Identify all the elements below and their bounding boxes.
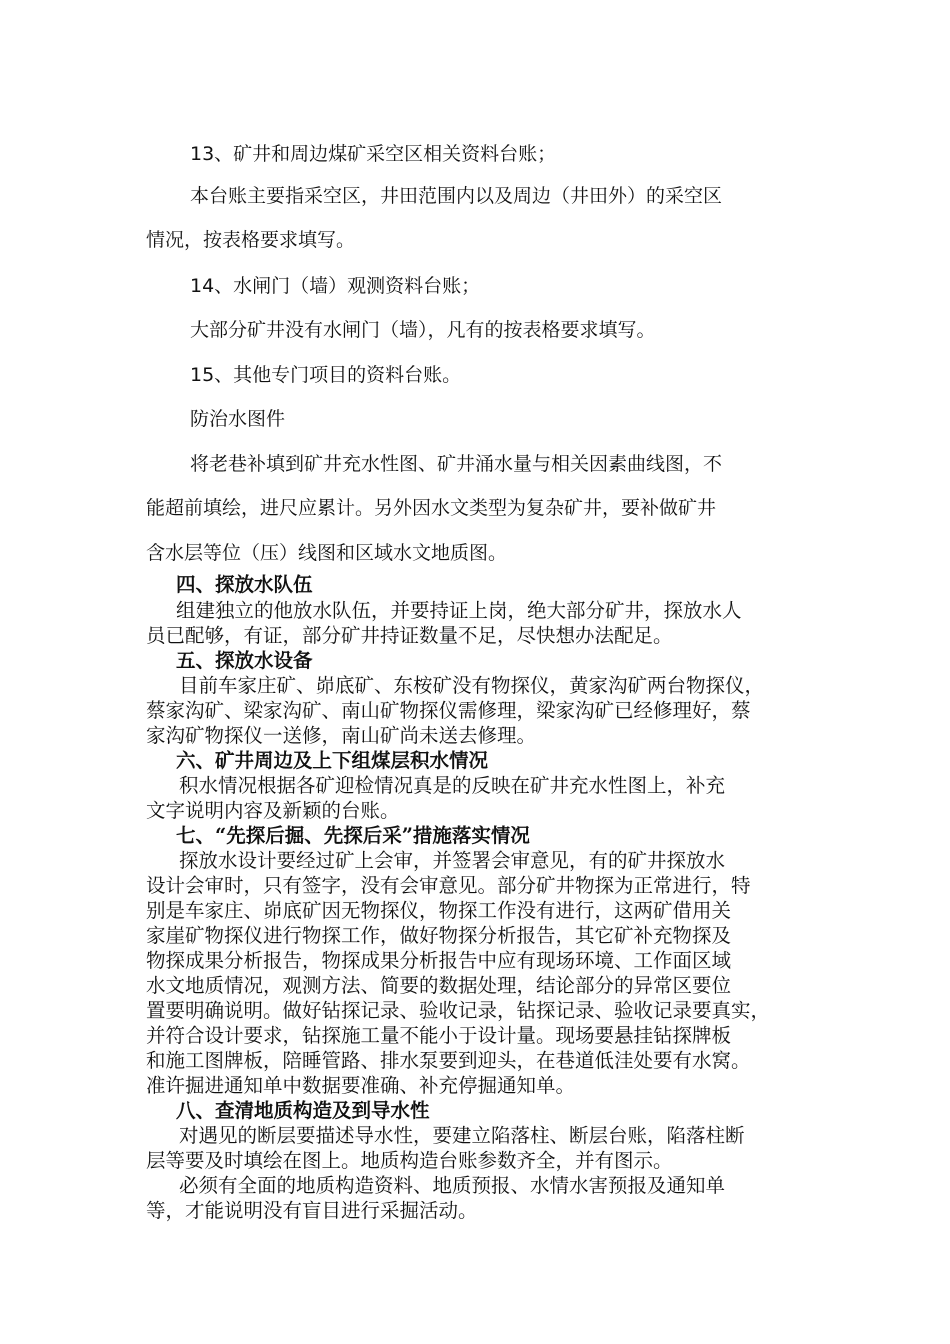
text-line: 蔡家沟矿、梁家沟矿、南山矿物探仪需修理，梁家沟矿已经修理好，蔡 [146,699,751,722]
text-line: 15、其他专门项目的资料台账。 [190,364,462,386]
text-line: 能超前填绘，进尺应累计。另外因水文类型为复杂矿井，要补做矿井 [146,497,717,519]
section-heading: 七、“先探后掘、先探后采”措施落实情况 [176,824,530,847]
text-line: 13、矿井和周边煤矿采空区相关资料台账； [190,143,557,165]
text-line: 置要明确说明。做好钻探记录、验收记录，钻探记录、验收记录要真实， [146,999,771,1022]
text-line: 和施工图牌板，陪睡管路、排水泵要到迎头，在巷道低洼处要有水窝。 [146,1049,751,1072]
text-line: 文字说明内容及新颖的台账。 [146,799,400,822]
text-line: 家崖矿物探仪进行物探工作，做好物探分析报告，其它矿补充物探及 [146,924,732,947]
text-line: 物探成果分析报告，物探成果分析报告中应有现场环境、工作面区域 [146,949,732,972]
text-line: 员已配够，有证，部分矿井持证数量不足，尽快想办法配足。 [146,624,673,647]
text-line: 必须有全面的地质构造资料、地质预报、水情水害预报及通知单 [179,1174,726,1197]
text-line: 组建独立的他放水队伍，并要持证上岗，绝大部分矿井，探放水人 [176,599,742,622]
section-heading: 四、探放水队伍 [176,573,313,596]
text-line: 目前车家庄矿、峁底矿、东桉矿没有物探仪，黄家沟矿两台物探仪， [179,674,765,697]
text-line: 等，才能说明没有盲目进行采掘活动。 [146,1199,478,1222]
text-line: 大部分矿井没有水闸门（墙），凡有的按表格要求填写。 [190,319,656,341]
text-line: 将老巷补填到矿井充水性图、矿井涌水量与相关因素曲线图，不 [190,453,723,475]
text-line: 含水层等位（压）线图和区域水文地质图。 [146,542,508,564]
text-line: 层等要及时填绘在图上。地质构造台账参数齐全，并有图示。 [146,1149,673,1172]
section-heading: 八、查清地质构造及到导水性 [176,1099,430,1122]
text-line: 设计会审时，只有签字，没有会审意见。部分矿井物探为正常进行，特 [146,874,751,897]
text-line: 积水情况根据各矿迎检情况真是的反映在矿井充水性图上，补充 [179,774,726,797]
text-line: 对遇见的断层要描述导水性，要建立陷落柱、断层台账，陷落柱断 [179,1124,745,1147]
section-heading: 六、矿井周边及上下组煤层积水情况 [176,749,489,772]
text-line: 14、水闸门（墙）观测资料台账； [190,275,481,297]
text-line: 水文地质情况，观测方法、简要的数据处理，结论部分的异常区要位 [146,974,732,997]
text-line: 本台账主要指采空区，井田范围内以及周边（井田外）的采空区 [190,185,723,207]
text-line: 探放水设计要经过矿上会审，并签署会审意见，有的矿井探放水 [179,849,726,872]
text-line: 并符合设计要求，钻探施工量不能小于设计量。现场要悬挂钻探牌板 [146,1024,732,1047]
section-heading: 五、探放水设备 [176,649,313,672]
text-line: 家沟矿物探仪一送修，南山矿尚未送去修理。 [146,724,537,747]
section-heading: 防治水图件 [190,408,286,430]
text-line: 准许掘进通知单中数据要准确、补充停掘通知单。 [146,1074,576,1097]
text-line: 别是车家庄、峁底矿因无物探仪，物探工作没有进行，这两矿借用关 [146,899,732,922]
text-line: 情况，按表格要求填写。 [146,229,356,251]
